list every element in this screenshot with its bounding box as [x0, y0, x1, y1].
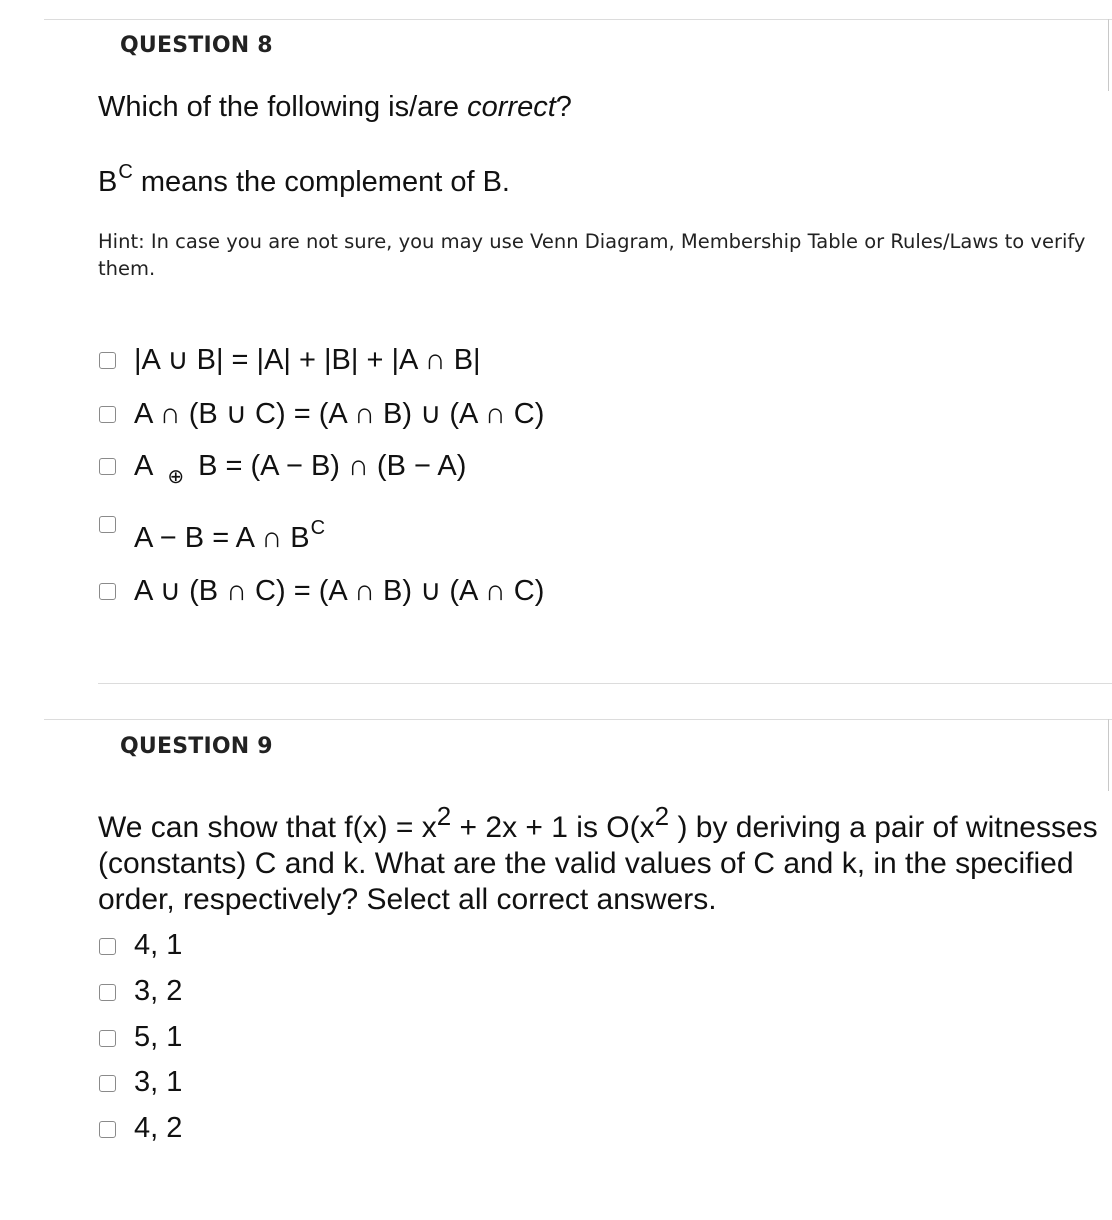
- question9-title: QUESTION 9: [120, 734, 273, 759]
- question8-title: QUESTION 8: [120, 33, 273, 58]
- q8-option-4-text: A − B = A ∩ B: [134, 522, 310, 554]
- complement-sup: C: [118, 161, 133, 183]
- question9-top-divider: [44, 719, 1112, 720]
- question8-prompt: [98, 91, 572, 124]
- q9-option-5-checkbox[interactable]: [99, 1121, 116, 1138]
- q9-option-3-label: 5, 1: [134, 1021, 183, 1053]
- q8-option-4-label: [134, 517, 326, 555]
- q9-option-2-label: 3, 2: [134, 975, 183, 1007]
- question8-prompt-suffix: ?: [555, 91, 572, 123]
- q8-option-4-sup: C: [310, 517, 326, 539]
- question8-bottom-divider: [98, 683, 1112, 684]
- complement-text: means the complement of B.: [132, 166, 510, 198]
- top-divider: [44, 19, 1112, 20]
- question9-sup-1: 2: [436, 801, 452, 831]
- question8-prompt-emphasis: correct: [467, 91, 556, 123]
- q8-option-5-label: A ∪ (B ∩ C) = (A ∩ B) ∪ (A ∩ C): [134, 575, 545, 607]
- q9-option-3-checkbox[interactable]: [99, 1030, 116, 1047]
- q8-option-3-left: A: [134, 450, 154, 482]
- q8-option-3-label: [134, 450, 467, 488]
- question8-prompt-prefix: Which of the following is/are: [98, 91, 468, 123]
- question9-prompt-b: + 2x + 1 is O(x: [451, 811, 655, 844]
- q8-option-1-checkbox[interactable]: [99, 352, 116, 369]
- q8-option-2-checkbox[interactable]: [99, 406, 116, 423]
- question9-prompt: [98, 801, 1098, 918]
- question9-prompt-a: We can show that f(x) = x: [98, 811, 437, 844]
- q8-option-2-label: A ∩ (B ∪ C) = (A ∩ B) ∪ (A ∩ C): [134, 398, 545, 430]
- q9-option-4-label: 3, 1: [134, 1066, 183, 1098]
- q9-option-1-checkbox[interactable]: [99, 938, 116, 955]
- question8-hint: Hint: In case you are not sure, you may use Venn Diagram, Membership Table or Rules/Laws to verify them.: [98, 230, 1086, 280]
- q9-option-2-checkbox[interactable]: [99, 984, 116, 1001]
- q8-option-1-label: |A ∪ B| = |A| + |B| + |A ∩ B|: [134, 344, 481, 376]
- complement-definition: [98, 161, 510, 199]
- question9-panel-edge: [1108, 719, 1109, 791]
- xor-operator-icon: ⊕: [167, 466, 185, 488]
- q8-option-3-checkbox[interactable]: [99, 458, 116, 475]
- question8-panel-edge: [1108, 19, 1109, 91]
- complement-base: B: [98, 166, 118, 198]
- q9-option-5-label: 4, 2: [134, 1112, 183, 1144]
- q8-option-4-checkbox[interactable]: [99, 516, 116, 533]
- q9-option-4-checkbox[interactable]: [99, 1075, 116, 1092]
- q9-option-1-label: 4, 1: [134, 929, 183, 961]
- question9-sup-2: 2: [654, 801, 670, 831]
- q8-option-3-right: B = (A − B) ∩ (B − A): [198, 450, 467, 482]
- question9-prompt-c: ) by deriving a pair of witnesses (constants) C and k. What are the valid values of C and k, in the specified order, respectively? Select all correct answers.: [98, 811, 1098, 916]
- q8-option-5-checkbox[interactable]: [99, 583, 116, 600]
